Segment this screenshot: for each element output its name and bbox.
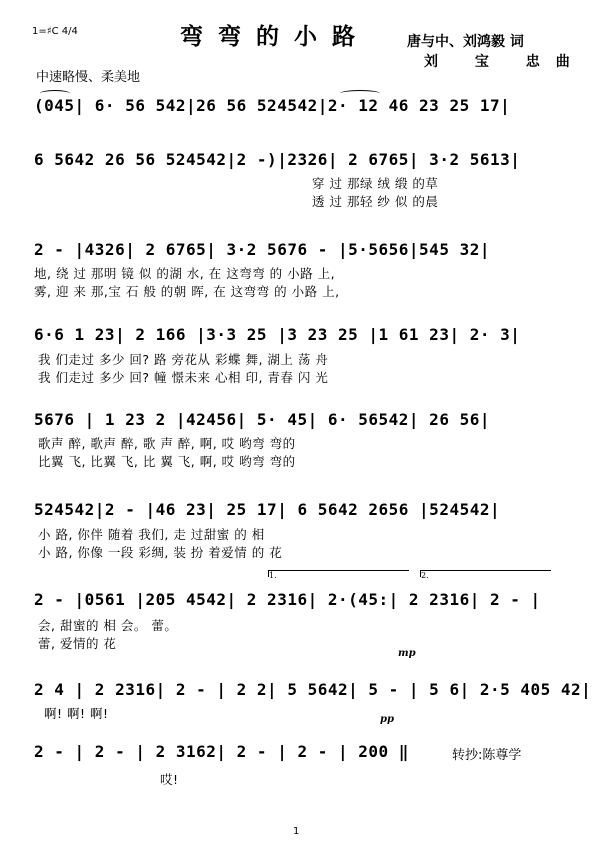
tempo-marking: 中速略慢、柔美地	[36, 70, 141, 85]
notation-line-9: 2 - | 2 - | 2 3162| 2 - | 2 - | 200 ‖	[34, 742, 409, 761]
lyric-line-3b: 雾, 迎 来 那,宝 石 般 的朝 晖, 在 这弯弯 的 小路 上,	[34, 284, 340, 299]
lyric-line-9: 哎!	[160, 772, 179, 787]
volta-second-label: 2.	[421, 571, 429, 580]
song-title: 弯弯的小路	[180, 23, 370, 50]
composer-credit: 刘 宝 忠曲	[424, 54, 586, 70]
lyric-line-2b: 透 过 那轻 纱 似 的晨	[312, 194, 439, 209]
lyric-line-6b: 小 路, 你像 一段 彩绸, 装 扮 着爱情 的 花	[38, 545, 283, 560]
lyric-line-7a: 会, 甜蜜的 相 会。 蕾。	[38, 618, 178, 633]
notation-line-1: (045| 6· 56 542|26 56 524542|2· 12 46 23 25 17|	[34, 96, 511, 115]
lyric-line-5a: 歌声 醉, 歌声 醉, 歌 声 醉, 啊, 哎 哟弯 弯的	[38, 436, 296, 451]
notation-line-8: 2 4 | 2 2316| 2 - | 2 2| 5 5642| 5 - | 5 6| 2·5 405 42|	[34, 680, 592, 699]
lyric-line-8: 啊! 啊! 啊!	[44, 706, 109, 721]
notation-line-4: 6·6 1 23| 2 166 |3·3 25 |3 23 25 |1 61 23| 2· 3|	[34, 325, 521, 344]
lyric-line-5b: 比翼 飞, 比翼 飞, 比 翼 飞, 啊, 哎 哟弯 弯的	[38, 454, 296, 469]
lyric-line-4b: 我 们走过 多少 回? 幢 憬未来 心相 印, 青春 闪 光	[38, 370, 329, 385]
dynamic-pp: pp	[380, 714, 394, 725]
notation-line-3: 2 - |4326| 2 6765| 3·2 5676 - |5·5656|545 32|	[34, 240, 490, 259]
volta-second-ending	[420, 570, 551, 580]
lyric-line-4a: 我 们走过 多少 回? 路 旁花从 彩蝶 舞, 湖上 荡 舟	[38, 352, 329, 367]
slur-mark	[340, 90, 380, 97]
notation-line-5: 5676 | 1 23 2 |42456| 5· 45| 6· 56542| 26 56|	[34, 410, 490, 429]
lyric-line-6a: 小 路, 你伴 随着 我们, 走 过甜蜜 的 相	[38, 527, 265, 542]
lyric-line-2a: 穿 过 那绿 绒 缎 的草	[312, 176, 439, 191]
page-number: 1	[293, 826, 300, 837]
dynamic-mp: mp	[398, 648, 416, 659]
volta-first-label: 1.	[269, 571, 277, 580]
key-signature: 1=♯C 4/4	[32, 26, 78, 37]
lyricist-credit: 唐与中、刘鸿毅 词	[407, 34, 524, 50]
slur-mark	[40, 90, 70, 97]
transcriber-credit: 转抄:陈尊学	[452, 748, 522, 763]
volta-first-ending	[268, 570, 409, 580]
lyric-line-7b: 蕾, 爱情的 花	[38, 636, 117, 651]
notation-line-7: 2 - |0561 |205 4542| 2 2316| 2·(45:| 2 2316| 2 - |	[34, 590, 541, 609]
notation-line-2: 6 5642 26 56 524542|2 -)|2326| 2 6765| 3·2 5613|	[34, 150, 521, 169]
notation-line-6: 524542|2 - |46 23| 25 17| 6 5642 2656 |524542|	[34, 500, 501, 519]
lyric-line-3a: 地, 绕 过 那明 镜 似 的湖 水, 在 这弯弯 的 小路 上,	[34, 266, 336, 281]
